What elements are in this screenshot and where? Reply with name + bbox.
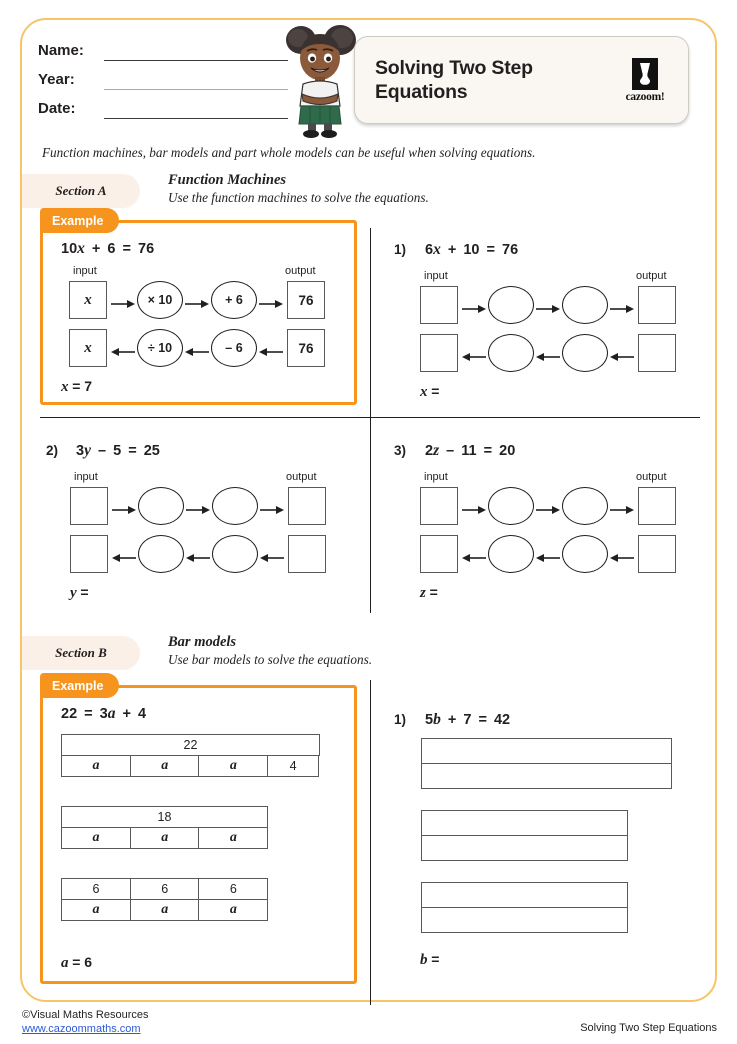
question-a3-top-op1[interactable]	[488, 487, 534, 525]
page-footer	[22, 1008, 717, 1036]
question-b1-bar-2	[421, 810, 627, 859]
arrow-left-icon	[462, 550, 486, 560]
example-a-top-output-box[interactable]: 76	[287, 281, 325, 319]
example-b-bar-1	[61, 734, 319, 775]
question-a1-function-machine	[412, 270, 697, 380]
eq-op: +	[91, 241, 101, 257]
arrow-left-icon	[462, 349, 486, 359]
cazoom-logo	[616, 58, 674, 103]
example-b-bar-2	[61, 806, 267, 847]
arrow-left-icon	[186, 550, 210, 560]
bar-cell-blank[interactable]	[421, 882, 628, 908]
example-a-answer: x = 7	[61, 378, 92, 395]
bar-3-bottom-row	[61, 899, 267, 920]
question-a2-top-op1[interactable]	[138, 487, 184, 525]
worksheet-header	[22, 20, 715, 140]
date-field-row[interactable]	[38, 90, 288, 119]
question-a1-top-input-box[interactable]	[420, 286, 458, 324]
question-a2-top-input-box[interactable]	[70, 487, 108, 525]
question-a1-top-output-box[interactable]	[638, 286, 676, 324]
example-a-function-machine	[61, 265, 346, 375]
question-a3-top-input-box[interactable]	[420, 487, 458, 525]
bar-cell: 4	[267, 755, 319, 777]
arrow-left-icon	[260, 550, 284, 560]
name-input-line[interactable]	[104, 42, 288, 61]
arrow-right-icon	[462, 301, 486, 311]
question-a3-equation: 2z – 11 = 20	[425, 442, 516, 459]
website-link[interactable]: www.cazoommaths.com	[22, 1023, 141, 1035]
eq-const: 6	[107, 241, 116, 257]
name-field-row[interactable]	[38, 32, 288, 61]
question-a1-bottom-op2[interactable]	[562, 334, 608, 372]
page-title: Solving Two Step Equations	[375, 57, 533, 103]
column-divider-a	[370, 228, 371, 613]
bar-cell: a	[61, 755, 131, 777]
arrow-right-icon	[462, 502, 486, 512]
worksheet-title-card	[354, 36, 689, 124]
arrow-left-icon	[536, 349, 560, 359]
bar-cell: a	[198, 899, 268, 921]
question-a1-top-op2[interactable]	[562, 286, 608, 324]
question-a1-equation: 6x + 10 = 76	[425, 241, 519, 258]
bar-2-top-row	[61, 806, 267, 827]
input-label: input	[424, 270, 448, 282]
bar-cell-blank[interactable]	[421, 738, 672, 764]
question-a1-bottom-output-box[interactable]	[420, 334, 458, 372]
section-b-pill: Section B	[22, 636, 140, 670]
question-a3-top-op2[interactable]	[562, 487, 608, 525]
question-a2-top-output-box[interactable]	[288, 487, 326, 525]
arrow-right-icon	[259, 296, 283, 306]
arrow-left-icon	[610, 550, 634, 560]
bar-cell-blank[interactable]	[421, 810, 628, 836]
question-b1-bar-3	[421, 882, 627, 931]
bar-1-bottom-row[interactable]	[421, 763, 671, 788]
section-b-example-tab: Example	[40, 673, 119, 698]
bar-cell: 6	[198, 878, 268, 900]
example-a-top-op2[interactable]: + 6	[211, 281, 257, 319]
question-a1-number: 1)	[394, 242, 407, 257]
eq-equals: =	[122, 241, 131, 257]
arrow-left-icon	[185, 344, 209, 354]
bar-cell-blank[interactable]	[421, 763, 672, 789]
question-a1-bottom-input-box[interactable]	[638, 334, 676, 372]
section-a-header	[22, 174, 715, 214]
bar-cell: 6	[130, 878, 200, 900]
question-b1-number: 1)	[394, 712, 407, 727]
section-a-example-tab: Example	[40, 208, 119, 233]
footer-worksheet-title: Solving Two Step Equations	[580, 1022, 717, 1034]
example-b-equation: 22 = 3a + 4	[61, 705, 147, 722]
example-a-bottom-op2[interactable]: – 6	[211, 329, 257, 367]
arrow-right-icon	[111, 296, 135, 306]
bar-cell-blank[interactable]	[421, 907, 628, 933]
question-a3-answer[interactable]: z =	[420, 584, 438, 601]
arrow-left-icon	[536, 550, 560, 560]
row-divider-a	[40, 417, 700, 418]
example-a-top-op1[interactable]: × 10	[137, 281, 183, 319]
question-a2-bottom-input-box[interactable]	[288, 535, 326, 573]
cazoom-logo-text: cazoom!	[625, 90, 665, 103]
question-b1-equation: 5b + 7 = 42	[425, 711, 511, 728]
example-a-bottom-op1[interactable]: ÷ 10	[137, 329, 183, 367]
bar-cell: 18	[61, 806, 268, 828]
bar-3-top-row[interactable]	[421, 882, 627, 907]
question-b1-answer[interactable]: b =	[420, 951, 440, 968]
bar-2-top-row[interactable]	[421, 810, 627, 835]
section-b-title: Bar models	[168, 634, 237, 650]
question-a3-top-output-box[interactable]	[638, 487, 676, 525]
date-input-line[interactable]	[104, 100, 288, 119]
bar-cell: 6	[61, 878, 131, 900]
question-a2-bottom-output-box[interactable]	[70, 535, 108, 573]
bar-2-bottom-row[interactable]	[421, 835, 627, 860]
worksheet-page-frame	[20, 18, 717, 1002]
copyright-text: ©Visual Maths Resources	[22, 1009, 149, 1021]
arrow-left-icon	[259, 344, 283, 354]
arrow-left-icon	[112, 550, 136, 560]
bar-1-top-row[interactable]	[421, 738, 671, 763]
output-label: output	[636, 471, 667, 483]
eq-coef: 10	[61, 241, 78, 257]
section-a-pill: Section A	[22, 174, 140, 208]
arrow-right-icon	[536, 502, 560, 512]
year-field-row[interactable]	[38, 61, 288, 90]
question-a2-equation: 3y – 5 = 25	[76, 442, 160, 459]
example-a-equation	[61, 240, 154, 258]
cazoom-mark-icon	[632, 58, 658, 90]
name-label: Name:	[38, 42, 84, 59]
question-a3-bottom-output-box[interactable]	[420, 535, 458, 573]
question-a2-bottom-op1[interactable]	[138, 535, 184, 573]
arrow-right-icon	[260, 502, 284, 512]
output-label: output	[285, 265, 316, 277]
question-a2-function-machine	[62, 471, 347, 581]
column-divider-b	[370, 680, 371, 1005]
example-a-bottom-output-box[interactable]: x	[69, 329, 107, 367]
arrow-right-icon	[112, 502, 136, 512]
arrow-left-icon	[610, 349, 634, 359]
section-b-example-box	[40, 678, 357, 984]
eq-var: x	[77, 240, 85, 257]
question-a1-bottom-op1[interactable]	[488, 334, 534, 372]
example-a-top-input-box[interactable]: x	[69, 281, 107, 319]
arrow-right-icon	[536, 301, 560, 311]
eq-result: 76	[138, 241, 155, 257]
bar-cell: a	[61, 827, 131, 849]
bar-cell: a	[130, 755, 200, 777]
question-a2-number: 2)	[46, 443, 59, 458]
output-label: output	[286, 471, 317, 483]
question-a2-bottom-op2[interactable]	[212, 535, 258, 573]
question-a2-top-op2[interactable]	[212, 487, 258, 525]
question-b1-bar-1	[421, 738, 671, 787]
bar-3-top-row	[61, 878, 267, 899]
question-a1-answer[interactable]: x =	[420, 383, 440, 400]
bar-cell: a	[198, 827, 268, 849]
bar-cell: a	[130, 827, 200, 849]
question-a1-top-op1[interactable]	[488, 286, 534, 324]
question-a3-function-machine	[412, 471, 697, 581]
bar-2-bottom-row	[61, 827, 267, 848]
section-a-example-box	[40, 213, 357, 405]
question-a3-bottom-op1[interactable]	[488, 535, 534, 573]
section-a-subtitle: Use the function machines to solve the equations.	[168, 190, 429, 205]
bar-cell-blank[interactable]	[421, 835, 628, 861]
input-label: input	[74, 471, 98, 483]
question-a3-number: 3)	[394, 443, 407, 458]
bar-cell: a	[61, 899, 131, 921]
bar-cell: a	[130, 899, 200, 921]
date-label: Date:	[38, 100, 76, 117]
bar-1-top-row	[61, 734, 319, 755]
question-a3-bottom-input-box[interactable]	[638, 535, 676, 573]
input-label: input	[73, 265, 97, 277]
example-b-answer: a = 6	[61, 954, 92, 971]
question-a3-bottom-op2[interactable]	[562, 535, 608, 573]
example-b-bar-3	[61, 878, 267, 919]
example-a-bottom-input-box[interactable]: 76	[287, 329, 325, 367]
year-label: Year:	[38, 71, 75, 88]
bar-1-bottom-row	[61, 755, 319, 776]
arrow-left-icon	[111, 344, 135, 354]
year-input-line[interactable]	[104, 71, 288, 90]
bar-3-bottom-row[interactable]	[421, 907, 627, 932]
student-info-fields	[38, 32, 288, 119]
intro-text: Function machines, bar models and part whole models can be useful when solving equations.	[42, 145, 536, 160]
bar-cell: 22	[61, 734, 320, 756]
input-label: input	[424, 471, 448, 483]
output-label: output	[636, 270, 667, 282]
student-mascot-illustration	[278, 18, 362, 138]
section-b-subtitle: Use bar models to solve the equations.	[168, 652, 373, 667]
arrow-right-icon	[185, 296, 209, 306]
question-a2-answer[interactable]: y =	[70, 584, 89, 601]
arrow-right-icon	[610, 301, 634, 311]
section-b-header	[22, 636, 715, 676]
arrow-right-icon	[186, 502, 210, 512]
arrow-right-icon	[610, 502, 634, 512]
bar-cell: a	[198, 755, 268, 777]
section-a-title: Function Machines	[168, 172, 287, 188]
